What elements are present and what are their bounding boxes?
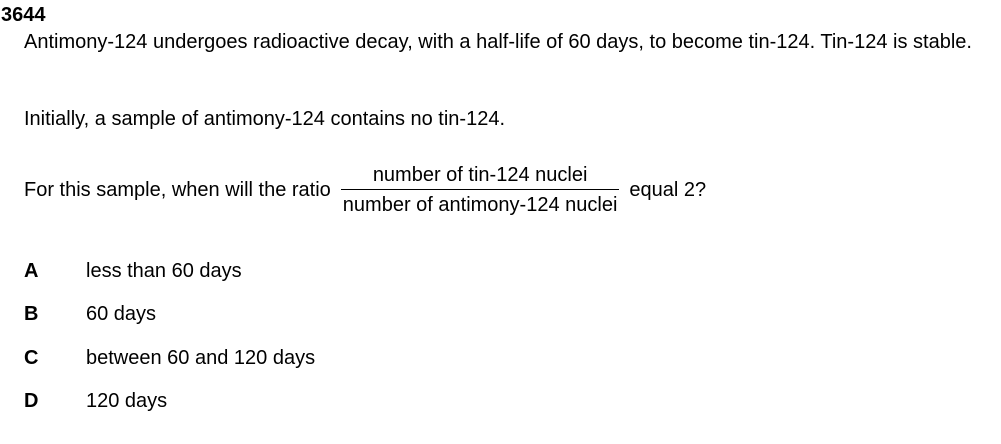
option-text: 60 days: [86, 302, 157, 325]
option-text: between 60 and 120 days: [86, 346, 316, 369]
ratio-statement: [24, 162, 706, 218]
option-text: 120 days: [86, 389, 168, 412]
question-paragraph-1: Antimony-124 undergoes radioactive decay, with a half-life of 60 days, to become tin-124. Tin-124 is stable.: [24, 31, 972, 53]
option-letter: B: [24, 302, 39, 325]
ratio-prefix: For this sample, when will the ratio: [24, 178, 331, 201]
option-letter: C: [24, 346, 39, 369]
option-letter: A: [24, 259, 39, 282]
option-text: less than 60 days: [86, 259, 242, 282]
option-c[interactable]: [24, 345, 315, 371]
ratio-suffix: equal 2?: [629, 178, 707, 201]
fraction-denominator: number of antimony-124 nuclei: [342, 194, 618, 216]
question-number: 3644: [1, 4, 46, 26]
ratio-fraction: [341, 164, 620, 216]
fraction-numerator: number of tin-124 nuclei: [372, 164, 588, 186]
question-paragraph-2: Initially, a sample of antimony-124 contains no tin-124.: [24, 108, 506, 130]
option-d[interactable]: [24, 388, 167, 414]
option-letter: D: [24, 389, 39, 412]
option-a[interactable]: [24, 258, 242, 284]
option-b[interactable]: [24, 301, 156, 327]
